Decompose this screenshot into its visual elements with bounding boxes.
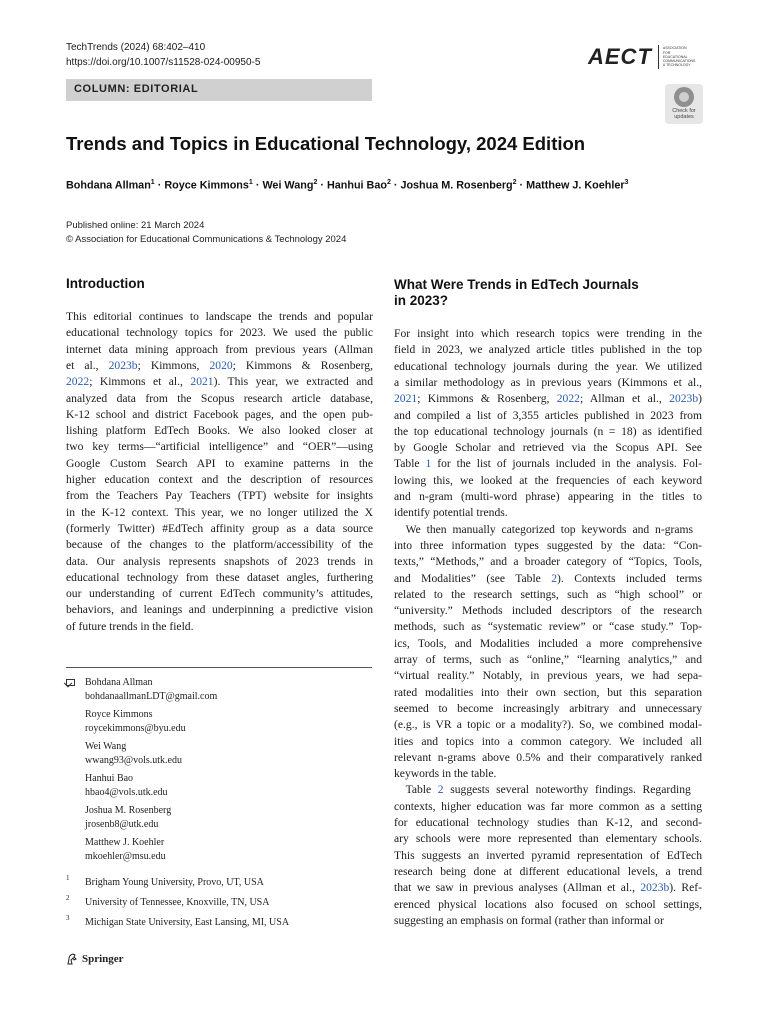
text-run: from the Teachers Pay Teachers (TPT) website for insights — [66, 489, 373, 503]
contact-name: Wei Wang — [85, 741, 127, 752]
text-run: et al., — [66, 358, 109, 372]
text-line — [394, 603, 702, 619]
contact-name: Royce Kimmons — [85, 709, 153, 720]
contact-email-link[interactable]: hbao4@vols.utk.edu — [85, 786, 168, 798]
contact-name: Matthew J. Koehler — [85, 837, 165, 848]
text-line — [394, 375, 702, 391]
text-run: rated modalities into their own section, but this separation — [394, 685, 702, 699]
contact-entry — [85, 836, 365, 863]
author-name[interactable]: Joshua M. Rosenberg — [400, 179, 513, 192]
check-updates-line-2: updates — [674, 114, 694, 120]
publication-info — [66, 219, 346, 247]
text-run: ) — [698, 392, 702, 406]
contact-email-link[interactable]: wwang93@vols.utk.edu — [85, 754, 182, 766]
text-run: the top educational technology journals (n = 18) as identified — [394, 424, 702, 438]
text-line — [66, 537, 373, 553]
doi-link[interactable]: https://doi.org/10.1007/s11528-024-00950-5 — [66, 57, 261, 68]
contact-name: Bohdana Allman — [85, 677, 153, 688]
text-run: suggesting an emphasis on formal (rather than informal or — [394, 913, 664, 927]
trends-heading-line-1: What Were Trends in EdTech Journals — [394, 277, 639, 292]
text-run: texts,” “Methods,” and a broader category of “Topics, Tools, — [394, 555, 702, 569]
contact-entry — [85, 708, 365, 735]
springer-horse-icon — [66, 953, 78, 965]
publisher-name: Springer — [82, 953, 124, 965]
text-line — [66, 309, 373, 325]
contact-email-link[interactable]: mkoehler@msu.edu — [85, 850, 166, 862]
text-run: and Modalities” (see Table — [394, 571, 552, 585]
text-line — [66, 554, 373, 570]
author-separator: · — [516, 179, 527, 192]
author-separator: · — [252, 179, 263, 192]
text-run: ities and topics into a common category. We included all — [394, 734, 702, 748]
text-line — [66, 423, 373, 439]
text-line — [394, 424, 702, 440]
author-list — [66, 179, 628, 192]
text-line — [394, 342, 702, 358]
text-run: (e.g., is VR a topic or a modality?). So, we combined modal- — [394, 718, 702, 732]
citation-link[interactable]: 2023b — [640, 881, 670, 895]
author-name[interactable]: Hanhui Bao — [326, 179, 387, 192]
contact-email-link[interactable]: jrosenb8@utk.edu — [85, 818, 159, 830]
text-run: by Google Scholar and retrieved via the Scopus API. See — [394, 441, 702, 455]
section-heading-introduction: Introduction — [66, 276, 145, 291]
text-line — [66, 472, 373, 488]
contact-name: Joshua M. Rosenberg — [85, 805, 172, 816]
citation-link[interactable]: 2021 — [394, 392, 418, 406]
text-line — [394, 473, 702, 489]
author-affiliation-marker: 2 — [512, 179, 517, 186]
text-run: Table — [394, 783, 438, 797]
text-run: “university.” Methods included descriptors of the research — [394, 604, 702, 618]
text-line — [394, 505, 508, 521]
affiliation-text: Michigan State University, East Lansing, MI, USA — [85, 917, 290, 928]
text-line — [394, 831, 702, 847]
author-affiliation-marker: 2 — [386, 179, 391, 186]
text-line — [66, 505, 373, 521]
text-line — [66, 619, 194, 635]
text-line — [66, 456, 373, 472]
citation-link[interactable]: 2023b — [108, 358, 138, 372]
citation-link[interactable]: 2 — [551, 571, 558, 585]
text-run: our understanding of current EdTech community’s attitudes, — [66, 587, 373, 601]
text-run: for educational technology studies than K-12, and second- — [394, 816, 702, 829]
text-line — [66, 407, 373, 423]
contact-entry — [85, 740, 365, 767]
citation-link[interactable]: 2 — [437, 783, 444, 797]
citation-link[interactable]: 2021 — [190, 375, 214, 389]
text-run: in the K-12 context. This year, we no longer utilized the X — [66, 505, 373, 519]
text-run: and compiled a list of 3,355 articles published in 2023 from — [394, 408, 702, 422]
text-run: educational technology from these dataset angles, furthering — [66, 570, 373, 584]
text-line — [66, 374, 373, 390]
text-line — [394, 897, 702, 913]
text-line — [394, 554, 702, 570]
column-label: COLUMN: EDITORIAL — [74, 83, 199, 95]
citation-link[interactable]: 2022 — [66, 375, 90, 389]
text-run: lowing this, we looked at the frequencies of each keyword — [394, 473, 702, 487]
text-run: This editorial continues to landscape the trends and popular — [66, 310, 373, 323]
author-affiliation-marker: 1 — [248, 179, 253, 186]
contact-entry — [85, 804, 365, 831]
text-run: ; Kimmons & Rosenberg, — [232, 358, 373, 372]
text-line — [394, 864, 702, 880]
text-line — [394, 685, 702, 701]
text-line — [394, 456, 702, 472]
text-line — [394, 636, 702, 652]
text-run: of future trends in the field. — [66, 619, 194, 633]
text-run: into three information types suggested by the data: “Con- — [394, 538, 702, 552]
author-name[interactable]: Matthew J. Koehler — [526, 179, 625, 192]
aect-logo — [588, 44, 696, 70]
text-run: because of the changes to the platform/accessibility of the — [66, 538, 373, 552]
citation-link[interactable]: 1 — [425, 457, 432, 471]
contact-email-link[interactable]: roycekimmons@byu.edu — [85, 722, 186, 734]
text-line — [394, 619, 702, 635]
text-line — [66, 586, 373, 602]
text-line — [394, 815, 702, 831]
text-run: identify potential trends. — [394, 506, 508, 520]
text-line — [394, 701, 702, 717]
text-run: erenced physical locations also focused on school settings, — [394, 897, 702, 911]
text-run: We then manually categorized top keywords and n-grams — [394, 522, 694, 536]
text-line — [394, 913, 664, 929]
text-run: for the list of journals included in the analysis. Fol- — [431, 457, 702, 471]
text-run: ). Contexts included terms — [557, 571, 703, 585]
check-updates-line-1: Check for — [672, 108, 696, 114]
text-run: lishing platform EdTech Books. We also looked closer at — [66, 424, 373, 438]
text-run: ). Ref- — [669, 881, 702, 895]
text-run: ). This year, we extracted and — [213, 375, 373, 389]
column-label-bar — [66, 79, 372, 101]
check-updates-icon — [674, 87, 694, 107]
text-line — [394, 734, 702, 750]
affiliation-number: 1 — [66, 874, 70, 882]
author-affiliation-marker: 2 — [313, 179, 318, 186]
text-run: “virtual reality.” Notably, in previous years, we had sepa- — [394, 669, 702, 683]
text-line — [394, 652, 702, 668]
contact-entry — [85, 772, 365, 799]
text-run: For insight into which research topics were trending in the — [394, 327, 702, 340]
text-line — [394, 522, 693, 538]
trends-heading-line-2: in 2023? — [394, 293, 449, 308]
article-title: Trends and Topics in Educational Technology, 2024 Edition — [66, 133, 586, 154]
affiliation-number: 2 — [66, 894, 70, 902]
author-affiliation-marker: 3 — [624, 179, 629, 186]
text-line — [394, 391, 702, 407]
text-line — [394, 489, 702, 505]
envelope-icon — [66, 679, 75, 686]
affiliation-text: Brigham Young University, Provo, UT, USA — [85, 877, 264, 888]
text-run: relevant n-grams above 0.5% and their comparatively ranked — [394, 750, 702, 764]
text-line — [394, 750, 702, 766]
text-run: ary schools were more represented than elementary schools. — [394, 832, 702, 846]
journal-citation-block — [66, 40, 260, 70]
text-run: ; Allman et al., — [579, 392, 670, 406]
text-run: seemed to become increasingly arbitrary and unnecessary — [394, 701, 702, 715]
affiliation-number: 3 — [66, 914, 70, 922]
text-run: a similar methodology as in previous years (Kimmons et al., — [394, 375, 702, 389]
text-run: ; Kimmons et al., — [89, 375, 191, 389]
author-affiliation-marker: 1 — [150, 179, 155, 186]
text-run: two key terms—“artificial intelligence” and “OER”—using — [66, 440, 373, 454]
text-line — [66, 391, 373, 407]
text-line — [394, 440, 702, 456]
citation-link[interactable]: 2022 — [556, 392, 580, 406]
text-run: related to the research settings, such as “high school” or — [394, 587, 702, 601]
text-line — [394, 766, 496, 782]
text-run: suggests several noteworthy findings. Regarding — [443, 783, 691, 797]
text-line — [394, 326, 702, 342]
text-line — [66, 602, 373, 618]
text-line — [394, 359, 702, 375]
author-name[interactable]: Royce Kimmons — [164, 179, 249, 192]
text-line — [394, 848, 702, 864]
text-run: methods, such as “systematic review” or “case study.” Top- — [394, 620, 702, 634]
text-run: and n-gram (multi-word phrase) appearing in the titles to — [394, 490, 702, 503]
text-run: data. Our analysis represents snapshots of 2023 trends in — [66, 554, 373, 568]
footnote-divider — [66, 667, 372, 668]
text-run: keywords in the table. — [394, 767, 497, 781]
author-name[interactable]: Bohdana Allman — [66, 179, 151, 192]
text-line — [66, 521, 373, 537]
text-line — [66, 325, 373, 341]
text-line — [66, 358, 373, 374]
text-line — [394, 668, 702, 684]
text-run: field in 2023, we analyzed article titles published in the top — [394, 343, 702, 357]
text-line — [66, 488, 373, 504]
copyright: © Association for Educational Communications & Technology 2024 — [66, 234, 347, 245]
section-heading-trends — [394, 277, 704, 309]
text-run: K-12 school and district Facebook pages, and the open pub- — [66, 407, 373, 421]
contact-name: Hanhui Bao — [85, 773, 134, 784]
text-line — [394, 571, 702, 587]
text-run: that we saw in previous analyses (Allman et al., — [394, 881, 641, 895]
text-run: Google Custom Search API to examine patterns in the — [66, 456, 373, 470]
text-run: analyzed data from the Scopus research article database, — [66, 391, 373, 405]
text-line — [394, 408, 702, 424]
contact-email-link[interactable]: bohdanaallmanLDT@gmail.com — [85, 690, 218, 702]
text-run: This suggests an inverted pyramid representation of EdTech — [394, 848, 702, 862]
text-run: ics, Tools, and Modalities included a more comprehensive — [394, 636, 702, 650]
text-line — [394, 587, 702, 603]
text-line — [394, 782, 691, 798]
text-run: contexts, higher education was far more common as a setting — [394, 799, 702, 813]
text-run: internet data mining approach from previous years (Allman — [66, 342, 373, 356]
text-line — [394, 880, 702, 896]
text-run: Table — [394, 457, 426, 471]
contact-entry — [85, 676, 365, 703]
text-run: (formerly Twitter) #EdTech affinity group as a data source — [66, 521, 373, 535]
affiliation-text: University of Tennessee, Knoxville, TN, USA — [85, 897, 270, 908]
text-run: educational technology topics for 2023. We used the public — [66, 326, 373, 340]
author-separator: · — [317, 179, 327, 192]
author-name[interactable]: Wei Wang — [262, 179, 314, 192]
published-date: Published online: 21 March 2024 — [66, 220, 205, 231]
text-run: research being done at different educational levels, a trend — [394, 864, 702, 878]
text-run: educational technology journals during the year. We utilized — [394, 359, 702, 373]
text-line — [66, 439, 373, 455]
text-run: higher education context and the description of resources — [66, 473, 373, 486]
text-run: array of terms, such as “online,” “learning analytics,” and — [394, 653, 702, 666]
text-line — [66, 342, 373, 358]
text-run: ; Kimmons, — [137, 358, 210, 372]
citation-link[interactable]: 2020 — [209, 358, 233, 372]
author-separator: · — [154, 179, 165, 192]
aect-logo-subtext: ASSOCIATION FOR EDUCATIONAL COMMUNICATIONS & TECHNOLOGY — [662, 46, 696, 68]
aect-logo-text: AECT — [588, 44, 652, 69]
text-run: behaviors, and leanings and underpinning a predictive vision — [66, 603, 373, 617]
text-line — [394, 799, 702, 815]
citation-link[interactable]: 2023b — [669, 392, 699, 406]
journal-citation: TechTrends (2024) 68:402–410 — [66, 42, 206, 53]
text-line — [66, 570, 373, 586]
text-line — [394, 538, 702, 554]
check-for-updates-badge[interactable] — [665, 84, 703, 124]
text-line — [394, 717, 702, 733]
author-separator: · — [390, 179, 401, 192]
logo-divider — [658, 45, 659, 69]
springer-logo — [66, 953, 124, 965]
text-run: ; Kimmons & Rosenberg, — [417, 392, 557, 406]
